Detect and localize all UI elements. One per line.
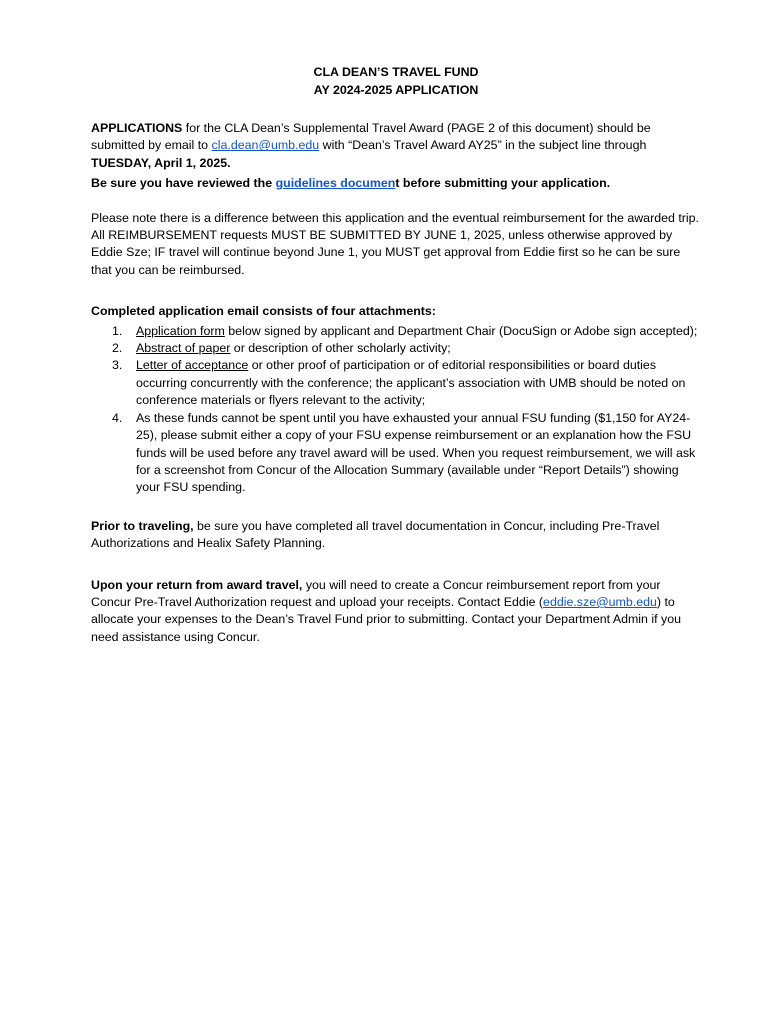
upon-return-paragraph bbox=[91, 577, 701, 647]
page-title bbox=[91, 64, 701, 99]
list-item-number: 4. bbox=[112, 410, 123, 425]
applications-paragraph bbox=[91, 120, 701, 172]
upon-lead: Upon your return from award travel, bbox=[91, 577, 303, 592]
list-item-underlined: Letter of acceptance bbox=[136, 358, 249, 373]
attachments-heading-text: Completed application email consists of four attachments: bbox=[91, 304, 436, 319]
document-content bbox=[91, 64, 701, 646]
list-item bbox=[91, 357, 701, 409]
guidelines-link[interactable]: guidelines documen bbox=[275, 176, 396, 191]
list-item bbox=[91, 340, 701, 357]
list-item-number: 1. bbox=[112, 323, 123, 338]
applications-text-1: for the CLA Dean’s Supplemental Travel Award (PAGE 2 of this document) should be submitted by email to bbox=[91, 121, 651, 153]
list-item-number: 2. bbox=[112, 341, 123, 356]
prior-lead: Prior to traveling, bbox=[91, 518, 194, 533]
deadline-text: TUESDAY, April 1, 2025. bbox=[91, 155, 231, 170]
upon-text-2: ) to allocate your expenses to the Dean’s Travel Fund prior to submitting. Contact your Department Admin if you need assistance using Concur. bbox=[91, 594, 682, 644]
list-item-underlined: Application form bbox=[136, 323, 225, 338]
applications-text-2: with “Dean’s Travel Award AY25” in the subject line through bbox=[319, 138, 647, 153]
list-item-text: below signed by applicant and Department Chair (DocuSign or Adobe sign accepted); bbox=[224, 323, 698, 338]
attachments-list bbox=[91, 323, 701, 497]
title-line-1: CLA DEAN’S TRAVEL FUND bbox=[313, 65, 479, 79]
applications-lead: APPLICATIONS bbox=[91, 121, 183, 135]
list-item-underlined: Abstract of paper bbox=[136, 341, 231, 356]
title-line-2: AY 2024-2025 APPLICATION bbox=[313, 82, 479, 97]
dean-email-link[interactable]: cla.dean@umb.edu bbox=[211, 138, 320, 153]
list-item bbox=[91, 410, 701, 497]
review-paragraph bbox=[91, 175, 701, 192]
eddie-email-link[interactable]: eddie.sze@umb.edu bbox=[543, 594, 657, 609]
list-item bbox=[91, 323, 701, 340]
prior-paragraph bbox=[91, 518, 701, 553]
review-post: t before submitting your application. bbox=[395, 176, 611, 191]
review-pre: Be sure you have reviewed the bbox=[91, 176, 276, 191]
list-item-number: 3. bbox=[112, 358, 123, 373]
reimbursement-note: Please note there is a difference between this application and the eventual reimbursement for the awarded trip. All REIMBURSEMENT requests MUST BE SUBMITTED BY JUNE 1, 2025, unless otherwise approved by Eddie Sze; IF travel will continue beyond June 1, you MUST get approval from Eddie first so he can be sure that you can be reimbursed. bbox=[91, 210, 699, 277]
upon-text-1: you will need to create a Concur reimbursement report from your Concur Pre-Travel Authorization request and upload your receipts. Contact Eddie ( bbox=[91, 577, 661, 609]
attachments-heading bbox=[91, 303, 701, 320]
list-item-text: or other proof of participation or of editorial responsibilities or board duties occurring concurrently with the conference; the applicant’s association with UMB should be noted on conference materials or flyers relevant to the activity; bbox=[136, 358, 686, 408]
list-item-text: As these funds cannot be spent until you have exhausted your annual FSU funding ($1,150 for AY24-25), please submit either a copy of your FSU expense reimbursement or an explanation how the FSU funds will be used before any travel award will be used. When you request reimbursement, we will ask for a screenshot from Concur of the Allocation Summary (available under “Report Details”) showing your FSU spending. bbox=[136, 410, 696, 495]
list-item-text: or description of other scholarly activity; bbox=[230, 341, 451, 356]
prior-text: be sure you have completed all travel documentation in Concur, including Pre-Travel Authorizations and Healix Safety Planning. bbox=[91, 518, 660, 551]
